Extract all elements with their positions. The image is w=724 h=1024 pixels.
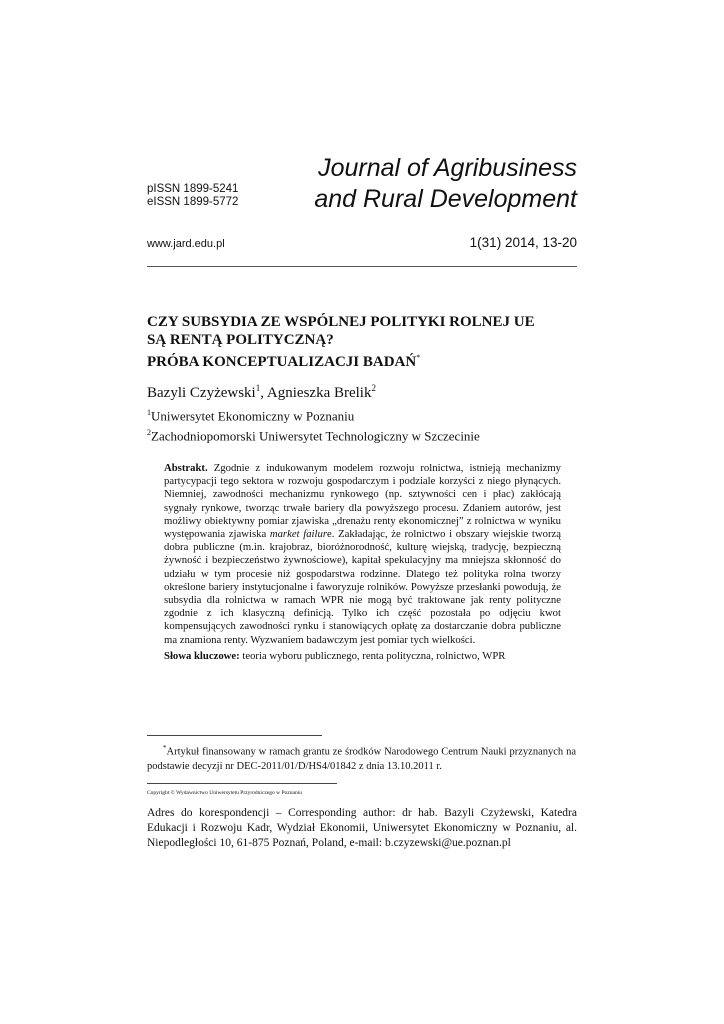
title-line2: SĄ RENTĄ POLITYCZNĄ?	[147, 331, 334, 348]
title-line1: CZY SUBSYDIA ZE WSPÓLNEJ POLITYKI ROLNEJ UE	[147, 314, 535, 330]
author-2-affiliation-mark: 2	[371, 383, 376, 393]
abstract-text-2: e. Zakładając, że rolnictwo i obszary wiejskie tworzą dobra publiczne (m.in. krajobraz, bioróżnorodność, kulturę wiejską, tradycję, bezpieczną żywność i bezpieczeństwo żywnościowe), kapitał spekulacyjny ma mniejsza skłonność do udziału w tym procesie niż gospodarstwa rodzinne. Dlatego też polityka rolna tworzy określone bariery instytucjonalne i faworyzuje rolników. Powyższe przesłanki powodują, że subsydia dla rolnictwa w ramach WPR nie mogą być traktowane jak renty polityczne zgodnie z ich klasyczną definicją. Tylko ich część pozostała po odjęciu kwot kompensujących zawodności rynku i stanowiących opłatę za dostarczanie dobra publiczne ma znamiona renty. Wyzwaniem badawczym jest pomiar tych wielkości.	[164, 528, 561, 646]
affiliation-2-mark: 2	[147, 427, 151, 437]
abstract	[164, 462, 561, 647]
affiliations	[147, 405, 480, 445]
affiliation-2: Zachodniopomorski Uniwersytet Technologiczny w Szczecinie	[151, 428, 480, 444]
journal-title-line1: Journal of Agribusiness	[318, 154, 577, 182]
keywords-label: Słowa kluczowe:	[164, 650, 240, 662]
footnote	[147, 741, 576, 774]
journal-title-line2: and Rural Development	[314, 185, 577, 213]
eissn: eISSN 1899-5772	[147, 196, 239, 208]
header-divider	[147, 266, 577, 267]
issn-block	[147, 183, 238, 209]
title-line3: PRÓBA KONCEPTUALIZACJI BADAŃ	[147, 354, 417, 370]
abstract-label: Abstrakt.	[164, 462, 208, 474]
issue-info: 1(31) 2014, 13-20	[469, 235, 577, 250]
author-separator: ,	[260, 385, 267, 401]
abstract-italic-term: market failur	[269, 528, 327, 541]
journal-url[interactable]: www.jard.edu.pl	[147, 238, 225, 250]
keywords-list: teoria wyboru publicznego, renta polityczna, rolnictwo, WPR	[239, 650, 506, 662]
correspondence: Adres do korespondencji – Corresponding author: dr hab. Bazyli Czyżewski, Katedra Edukacji i Rozwoju Kadr, Wydział Ekonomii, Uniwersytet Ekonomiczny w Poznaniu, al. Niepodległości 10, 61-875 Poznań, Poland, e-mail: b.czyzewski@ue.poznan.pl	[147, 807, 577, 849]
copyright-divider	[147, 783, 337, 784]
journal-title	[300, 153, 577, 215]
authors	[147, 383, 376, 402]
footnote-divider	[147, 735, 322, 736]
footnote-text: Artykuł finansowany w ramach grantu ze środków Narodowego Centrum Nauki przyznanych na podstawie decyzji nr DEC-2011/01/D/HS4/01842 z dnia 13.10.2011 r.	[147, 746, 576, 772]
footnote-mark: *	[163, 744, 167, 752]
pissn: pISSN 1899-5241	[147, 183, 239, 195]
author-2: Agnieszka Brelik	[266, 385, 372, 401]
abstract-text-1: Zgodnie z indukowanym modelem rozwoju rolnictwa, istnieją mechanizmy partycypacji tego sektora w rozwoju gospodarczym i podziale korzyści z niego płynących. Niemniej, zawodności mechanizmu rynkowego (np. sztywności cen i płac) zakłócają sygnały rynkowe, tworząc trwałe bariery dla powyższego procesu. Zdaniem autorów, jest możliwy obiektywny pomiar zjawiska „drenażu renty ekonomicznej” z rolnictwa w wyniku występowania zjawiska	[164, 462, 561, 541]
copyright: Copyright © Wydawnictwo Uniwersytetu Przyrodniczego w Poznaniu	[147, 790, 302, 796]
affiliation-1-mark: 1	[147, 408, 151, 417]
author-1: Bazyli Czyżewski	[147, 385, 256, 401]
keywords	[164, 650, 561, 663]
author-1-affiliation-mark: 1	[255, 383, 261, 393]
article-title	[147, 314, 587, 372]
title-footnote-mark: *	[416, 353, 421, 362]
affiliation-1: Uniwersytet Ekonomiczny w Poznaniu	[151, 408, 355, 424]
